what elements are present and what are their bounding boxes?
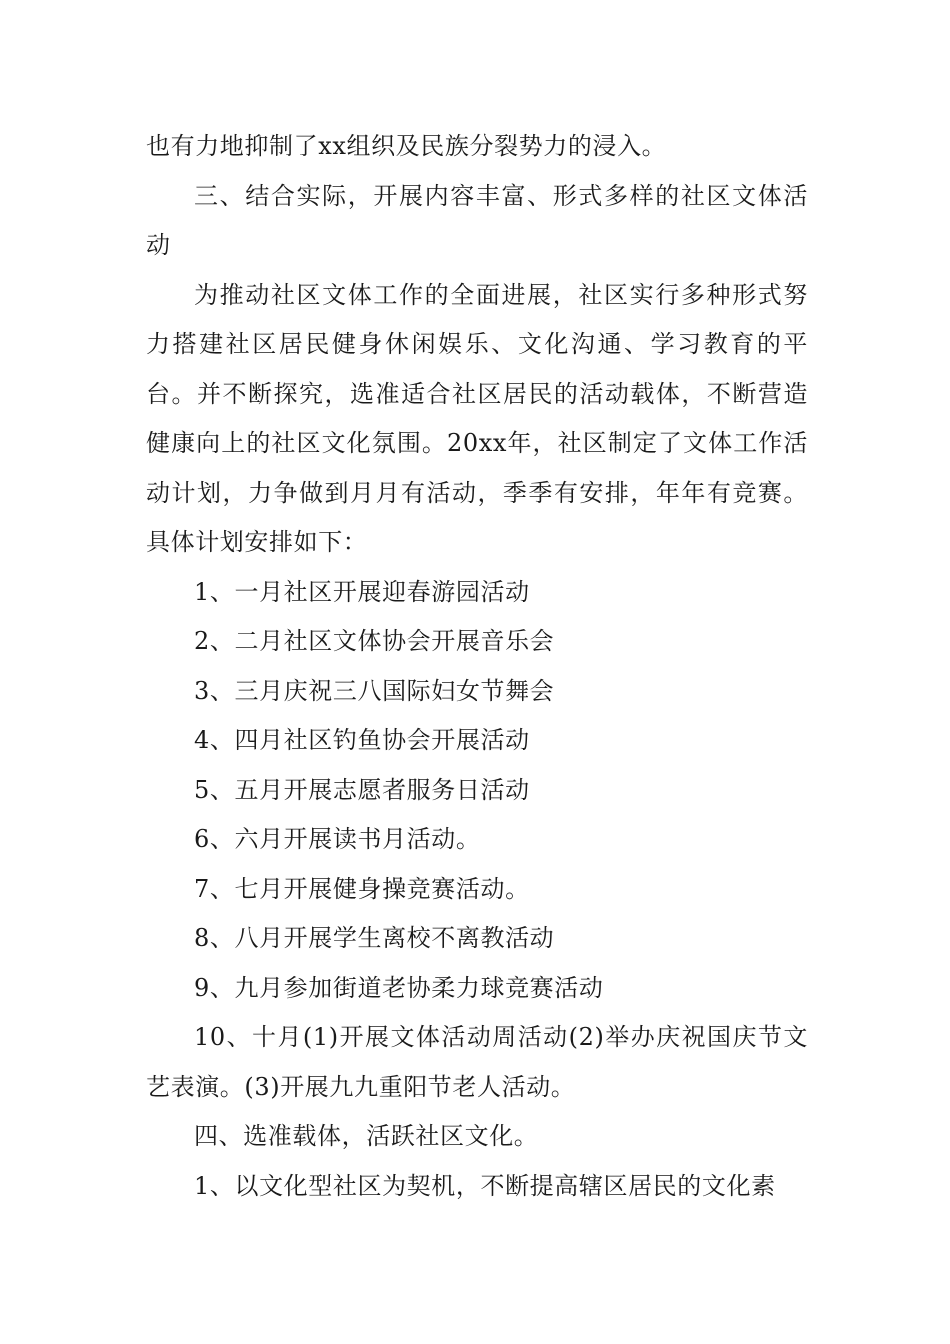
list-item-9: 9、九月参加街道老协柔力球竞赛活动 bbox=[194, 973, 604, 1002]
document-page bbox=[146, 122, 808, 1211]
list-item-6: 6、六月开展读书月活动。 bbox=[194, 825, 481, 853]
section-heading-3: 三、结合实际，开展内容丰富、形式多样的社区文体活动 bbox=[146, 181, 808, 259]
list-item-8: 8、八月开展学生离校不离教活动 bbox=[194, 924, 555, 952]
list-item-1: 1、一月社区开展迎春游园活动 bbox=[194, 577, 530, 606]
list-item-2: 2、二月社区文体协会开展音乐会 bbox=[194, 627, 555, 655]
section-heading-4: 四、选准载体，活跃社区文化。 bbox=[194, 1122, 539, 1150]
list-item-4: 4、四月社区钓鱼协会开展活动 bbox=[194, 726, 530, 754]
sub-item-1: 1、以文化型社区为契机，不断提高辖区居民的文化素 bbox=[194, 1171, 776, 1200]
paragraph-intro: 为推动社区文体工作的全面进展，社区实行多种形式努力搭建社区居民健身休闲娱乐、文化沟通、学习教育的平台。并不断探究，选准适合社区居民的活动载体，不断营造健康向上的社区文化氛围。20xx年，社区制定了文体工作活动计划，力争做到月月有活动，季季有安排，年年有竞赛。具体计划安排如下： bbox=[146, 280, 808, 556]
paragraph-continuation: 也有力地抑制了xx组织及民族分裂势力的浸入。 bbox=[146, 132, 667, 160]
list-item-5: 5、五月开展志愿者服务日活动 bbox=[194, 775, 530, 804]
list-item-7: 7、七月开展健身操竞赛活动。 bbox=[194, 874, 530, 903]
list-item-10: 10、十月(1)开展文体活动周活动(2)举办庆祝国庆节文艺表演。(3)开展九九重阳节老人活动。 bbox=[146, 1023, 808, 1101]
list-item-3: 3、三月庆祝三八国际妇女节舞会 bbox=[194, 676, 555, 705]
